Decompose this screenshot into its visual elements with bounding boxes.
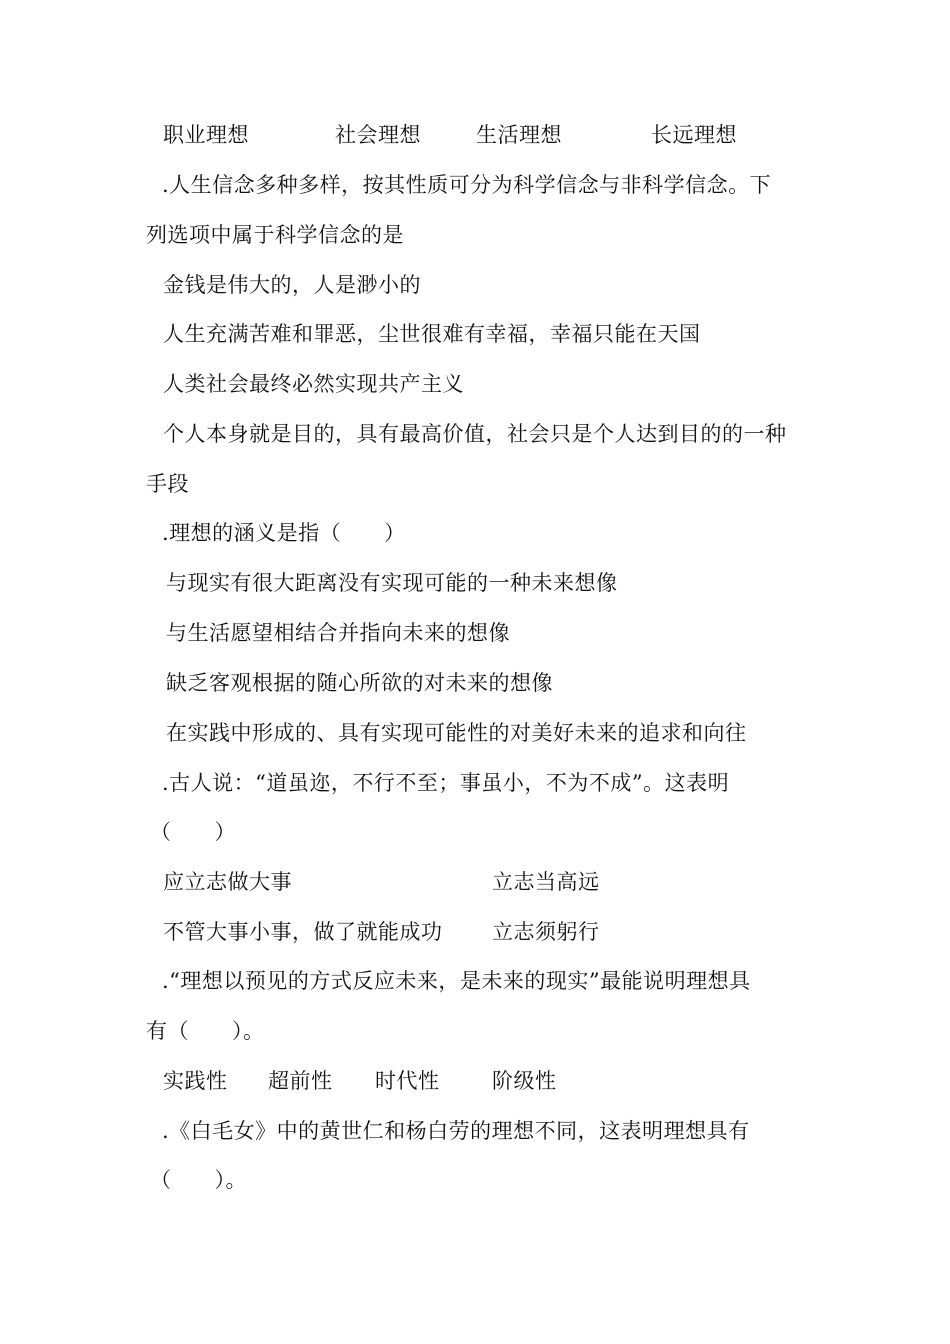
q3-option-b: 立志当高远 bbox=[492, 870, 600, 894]
q2-option-d: 在实践中形成的、具有实现可能性的对美好未来的追求和向往 bbox=[166, 721, 747, 745]
q1-option-d-continued: 手段 bbox=[146, 472, 189, 496]
q0-option-c: 生活理想 bbox=[476, 123, 562, 147]
q3-stem-line1: .古人说：“道虽迩，不行不至；事虽小，不为不成”。这表明 bbox=[162, 771, 730, 795]
q2-option-a: 与现实有很大距离没有实现可能的一种未来想像 bbox=[166, 571, 618, 595]
q3-option-d: 立志须躬行 bbox=[492, 920, 600, 944]
q4-option-d: 阶级性 bbox=[492, 1069, 557, 1093]
q3-option-c: 不管大事小事，做了就能成功 bbox=[163, 920, 443, 944]
q1-option-c: 人类社会最终必然实现共产主义 bbox=[163, 372, 464, 396]
q4-option-b: 超前性 bbox=[268, 1069, 333, 1093]
q4-stem-line1: .“理想以预见的方式反应未来，是未来的现实”最能说明理想具 bbox=[162, 969, 751, 993]
q2-option-c: 缺乏客观根据的随心所欲的对未来的想像 bbox=[166, 671, 553, 695]
q4-option-c: 时代性 bbox=[375, 1069, 440, 1093]
q2-stem: .理想的涵义是指（ ） bbox=[162, 521, 406, 545]
q0-option-a: 职业理想 bbox=[163, 123, 249, 147]
q1-stem-line2: 列选项中属于科学信念的是 bbox=[146, 223, 404, 247]
q5-stem-line1: .《白毛女》中的黄世仁和杨白劳的理想不同，这表明理想具有 bbox=[162, 1119, 750, 1143]
q4-stem-line2: 有（ ）。 bbox=[146, 1019, 265, 1043]
q3-stem-line2: （ ） bbox=[150, 820, 236, 844]
q4-option-a: 实践性 bbox=[163, 1069, 228, 1093]
q0-option-b: 社会理想 bbox=[335, 123, 421, 147]
q1-option-d: 个人本身就是目的，具有最高价值，社会只是个人达到目的的一种 bbox=[163, 422, 787, 446]
q0-option-d: 长远理想 bbox=[651, 123, 737, 147]
q3-option-a: 应立志做大事 bbox=[163, 870, 292, 894]
q1-option-b: 人生充满苦难和罪恶，尘世很难有幸福，幸福只能在天国 bbox=[163, 322, 701, 346]
q1-stem-line1: .人生信念多种多样，按其性质可分为科学信念与非科学信念。下 bbox=[162, 173, 772, 197]
q1-option-a: 金钱是伟大的，人是渺小的 bbox=[163, 273, 421, 297]
q5-stem-line2: （ ）。 bbox=[150, 1168, 247, 1192]
q2-option-b: 与生活愿望相结合并指向未来的想像 bbox=[166, 621, 510, 645]
